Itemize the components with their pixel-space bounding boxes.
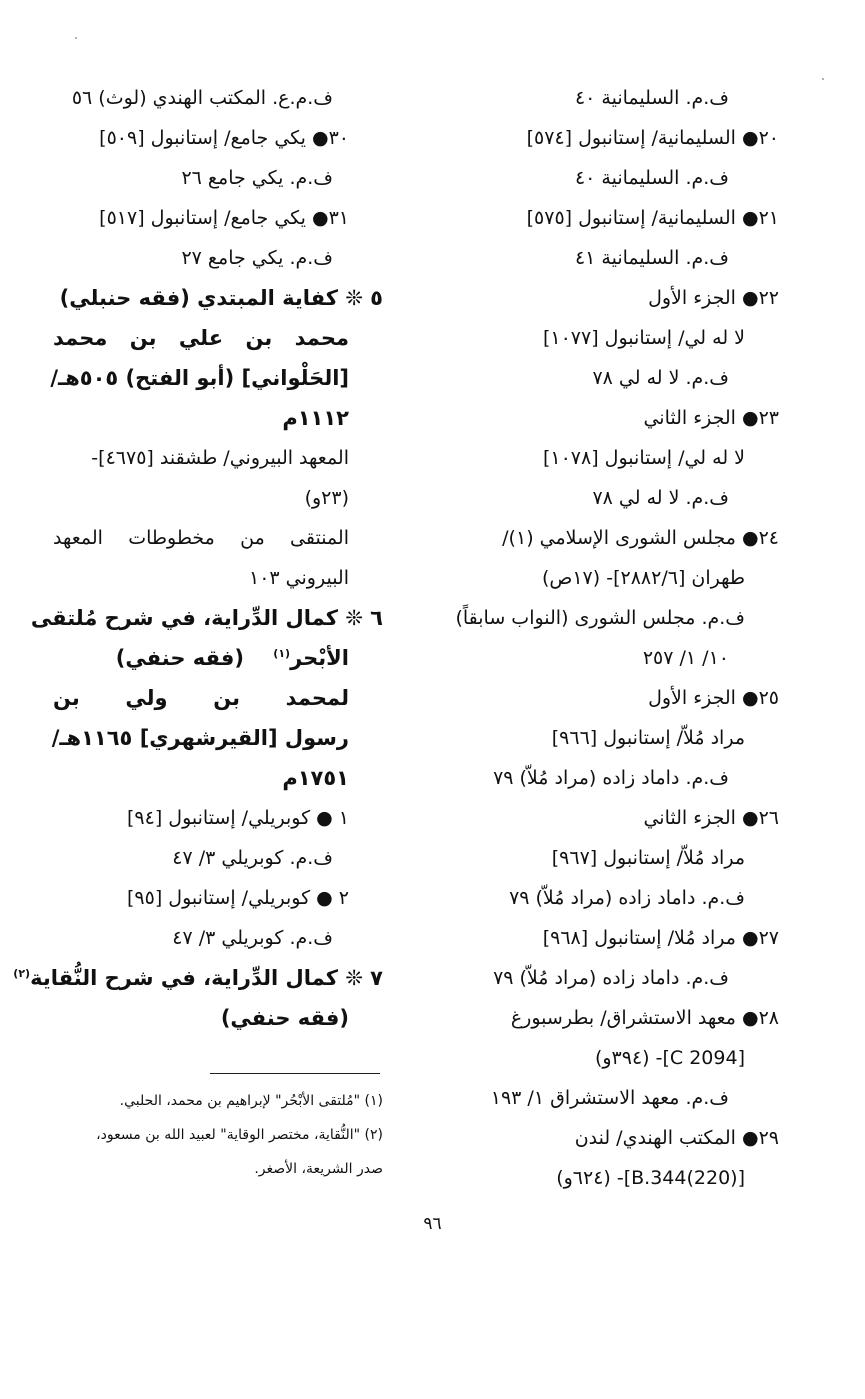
entry-line: ٢٢● الجزء الأول bbox=[648, 287, 779, 309]
text-line: ف.م. معهد الاستشراق ١/ ١٩٣ bbox=[490, 1087, 729, 1109]
text-line: ف.م. كوبريلي ٣/ ٤٧ bbox=[172, 927, 333, 949]
entry-line: ٢٣● الجزء الثاني bbox=[643, 407, 779, 429]
entry-line: ٢٧● مراد مُلا/ إستانبول [٩٦٨] bbox=[542, 927, 779, 949]
text-line: ف.م. داماد زاده (مراد مُلاّ) ٧٩ bbox=[509, 887, 745, 909]
text-line: [B.344(220)]- (٦٢٤و) bbox=[556, 1167, 745, 1189]
author-line: ١٧٥١م bbox=[282, 766, 349, 790]
entry-line: ٢١● السليمانية/ إستانبول [٥٧٥] bbox=[526, 207, 779, 229]
page-number: ٩٦ bbox=[423, 1214, 442, 1234]
footnote: (٢) "النُّقاية، مختصر الوقاية" لعبيد الله بن مسعود، bbox=[96, 1127, 383, 1143]
work-title bbox=[13, 958, 383, 998]
scan-speck bbox=[75, 37, 77, 39]
text-line: ف.م. لا له لي ٧٨ bbox=[592, 367, 729, 389]
footnote-marker: (١) bbox=[273, 647, 291, 660]
work-title: ٦ ❊ كمال الدِّراية، في شرح مُلتقى bbox=[30, 606, 383, 630]
entry-line: ٢٩● المكتب الهندي/ لندن bbox=[574, 1127, 779, 1149]
author-line: رسول [القيرشهري] ١١٦٥هـ/ bbox=[51, 726, 349, 750]
footnote: صدر الشريعة، الأصغر. bbox=[254, 1161, 383, 1177]
text-line: ف.م. داماد زاده (مراد مُلاّ) ٧٩ bbox=[493, 967, 729, 989]
entry-line: ١ ● كوبريلي/ إستانبول [٩٤] bbox=[126, 807, 349, 829]
work-title-text: الأبْحر bbox=[290, 646, 349, 670]
text-line: ف.م. السليمانية ٤٠ bbox=[574, 167, 729, 189]
text-line: البيروني ١٠٣ bbox=[249, 567, 349, 589]
entry-line: ٢٠● السليمانية/ إستانبول [٥٧٤] bbox=[526, 127, 779, 149]
entry-line: ٢٦● الجزء الثاني bbox=[643, 807, 779, 829]
right-column bbox=[411, 78, 779, 1198]
text-line: لا له لي/ إستانبول [١٠٧٧] bbox=[542, 327, 745, 349]
entry-line: ٢٤● مجلس الشورى الإسلامي (١)/ bbox=[502, 527, 779, 549]
work-title-subject: (فقه حنفي) bbox=[220, 1006, 349, 1030]
footnote-separator bbox=[210, 1073, 380, 1074]
text-line: لا له لي/ إستانبول [١٠٧٨] bbox=[542, 447, 745, 469]
text-line: المعهد البيروني/ طشقند [٤٦٧٥]- bbox=[91, 447, 349, 469]
text-line: ١٠/ ١/ ٢٥٧ bbox=[642, 647, 729, 669]
footnote: (١) "مُلتقى الأبْحُر" لإبراهيم بن محمد، الحلبي. bbox=[119, 1093, 383, 1109]
work-title bbox=[53, 638, 383, 678]
author-line: محمد بن علي بن محمد bbox=[53, 326, 349, 350]
author-line: [الحَلْواني] (أبو الفتح) ٥٠٥هـ/ bbox=[50, 366, 349, 390]
entry-line: ٣١● يكي جامع/ إستانبول [٥١٧] bbox=[99, 207, 349, 229]
text-line: ف.م. مجلس الشورى (النواب سابقاً) bbox=[455, 607, 745, 629]
text-line: ف.م. السليمانية ٤٠ bbox=[574, 87, 729, 109]
left-column bbox=[13, 78, 383, 1038]
text-line: [C 2094]- (٣٩٤و) bbox=[594, 1047, 745, 1069]
author-line: لمحمد بن ولي بن bbox=[53, 686, 349, 710]
work-title-text: ٧ ❊ كمال الدِّراية، في شرح النُّقاية bbox=[30, 966, 383, 990]
text-line: ف.م. لا له لي ٧٨ bbox=[592, 487, 729, 509]
entry-line: ٢ ● كوبريلي/ إستانبول [٩٥] bbox=[126, 887, 349, 909]
text-line: مراد مُلاّ/ إستانبول [٩٦٧] bbox=[551, 847, 745, 869]
text-line: ف.م. كوبريلي ٣/ ٤٧ bbox=[172, 847, 333, 869]
text-line: ف.م. يكي جامع ٢٧ bbox=[181, 247, 333, 269]
work-title: ٥ ❊ كفاية المبتدي (فقه حنبلي) bbox=[59, 286, 383, 310]
scan-speck bbox=[822, 78, 824, 80]
text-line: ف.م. يكي جامع ٢٦ bbox=[181, 167, 333, 189]
entry-line: ٢٨● معهد الاستشراق/ بطرسبورغ bbox=[510, 1007, 779, 1029]
text-line: ف.م.ع. المكتب الهندي (لوث) ٥٦ bbox=[71, 87, 333, 109]
entry-line: ٢٥● الجزء الأول bbox=[648, 687, 779, 709]
footnote-marker: (٢) bbox=[13, 967, 31, 980]
text-line: ف.م. السليمانية ٤١ bbox=[574, 247, 729, 269]
text-line: المنتقى من مخطوطات المعهد bbox=[53, 527, 349, 549]
text-line: ف.م. داماد زاده (مراد مُلاّ) ٧٩ bbox=[493, 767, 729, 789]
text-line: طهران [٢٨٨٢/٦]- (١٧ص) bbox=[541, 567, 745, 589]
text-line: مراد مُلاّ/ إستانبول [٩٦٦] bbox=[551, 727, 745, 749]
entry-line: ٣٠● يكي جامع/ إستانبول [٥٠٩] bbox=[99, 127, 349, 149]
author-line: ١١١٢م bbox=[282, 406, 349, 430]
text-line: (٢٣و) bbox=[304, 487, 349, 509]
work-title-subject: (فقه حنفي) bbox=[115, 646, 244, 670]
